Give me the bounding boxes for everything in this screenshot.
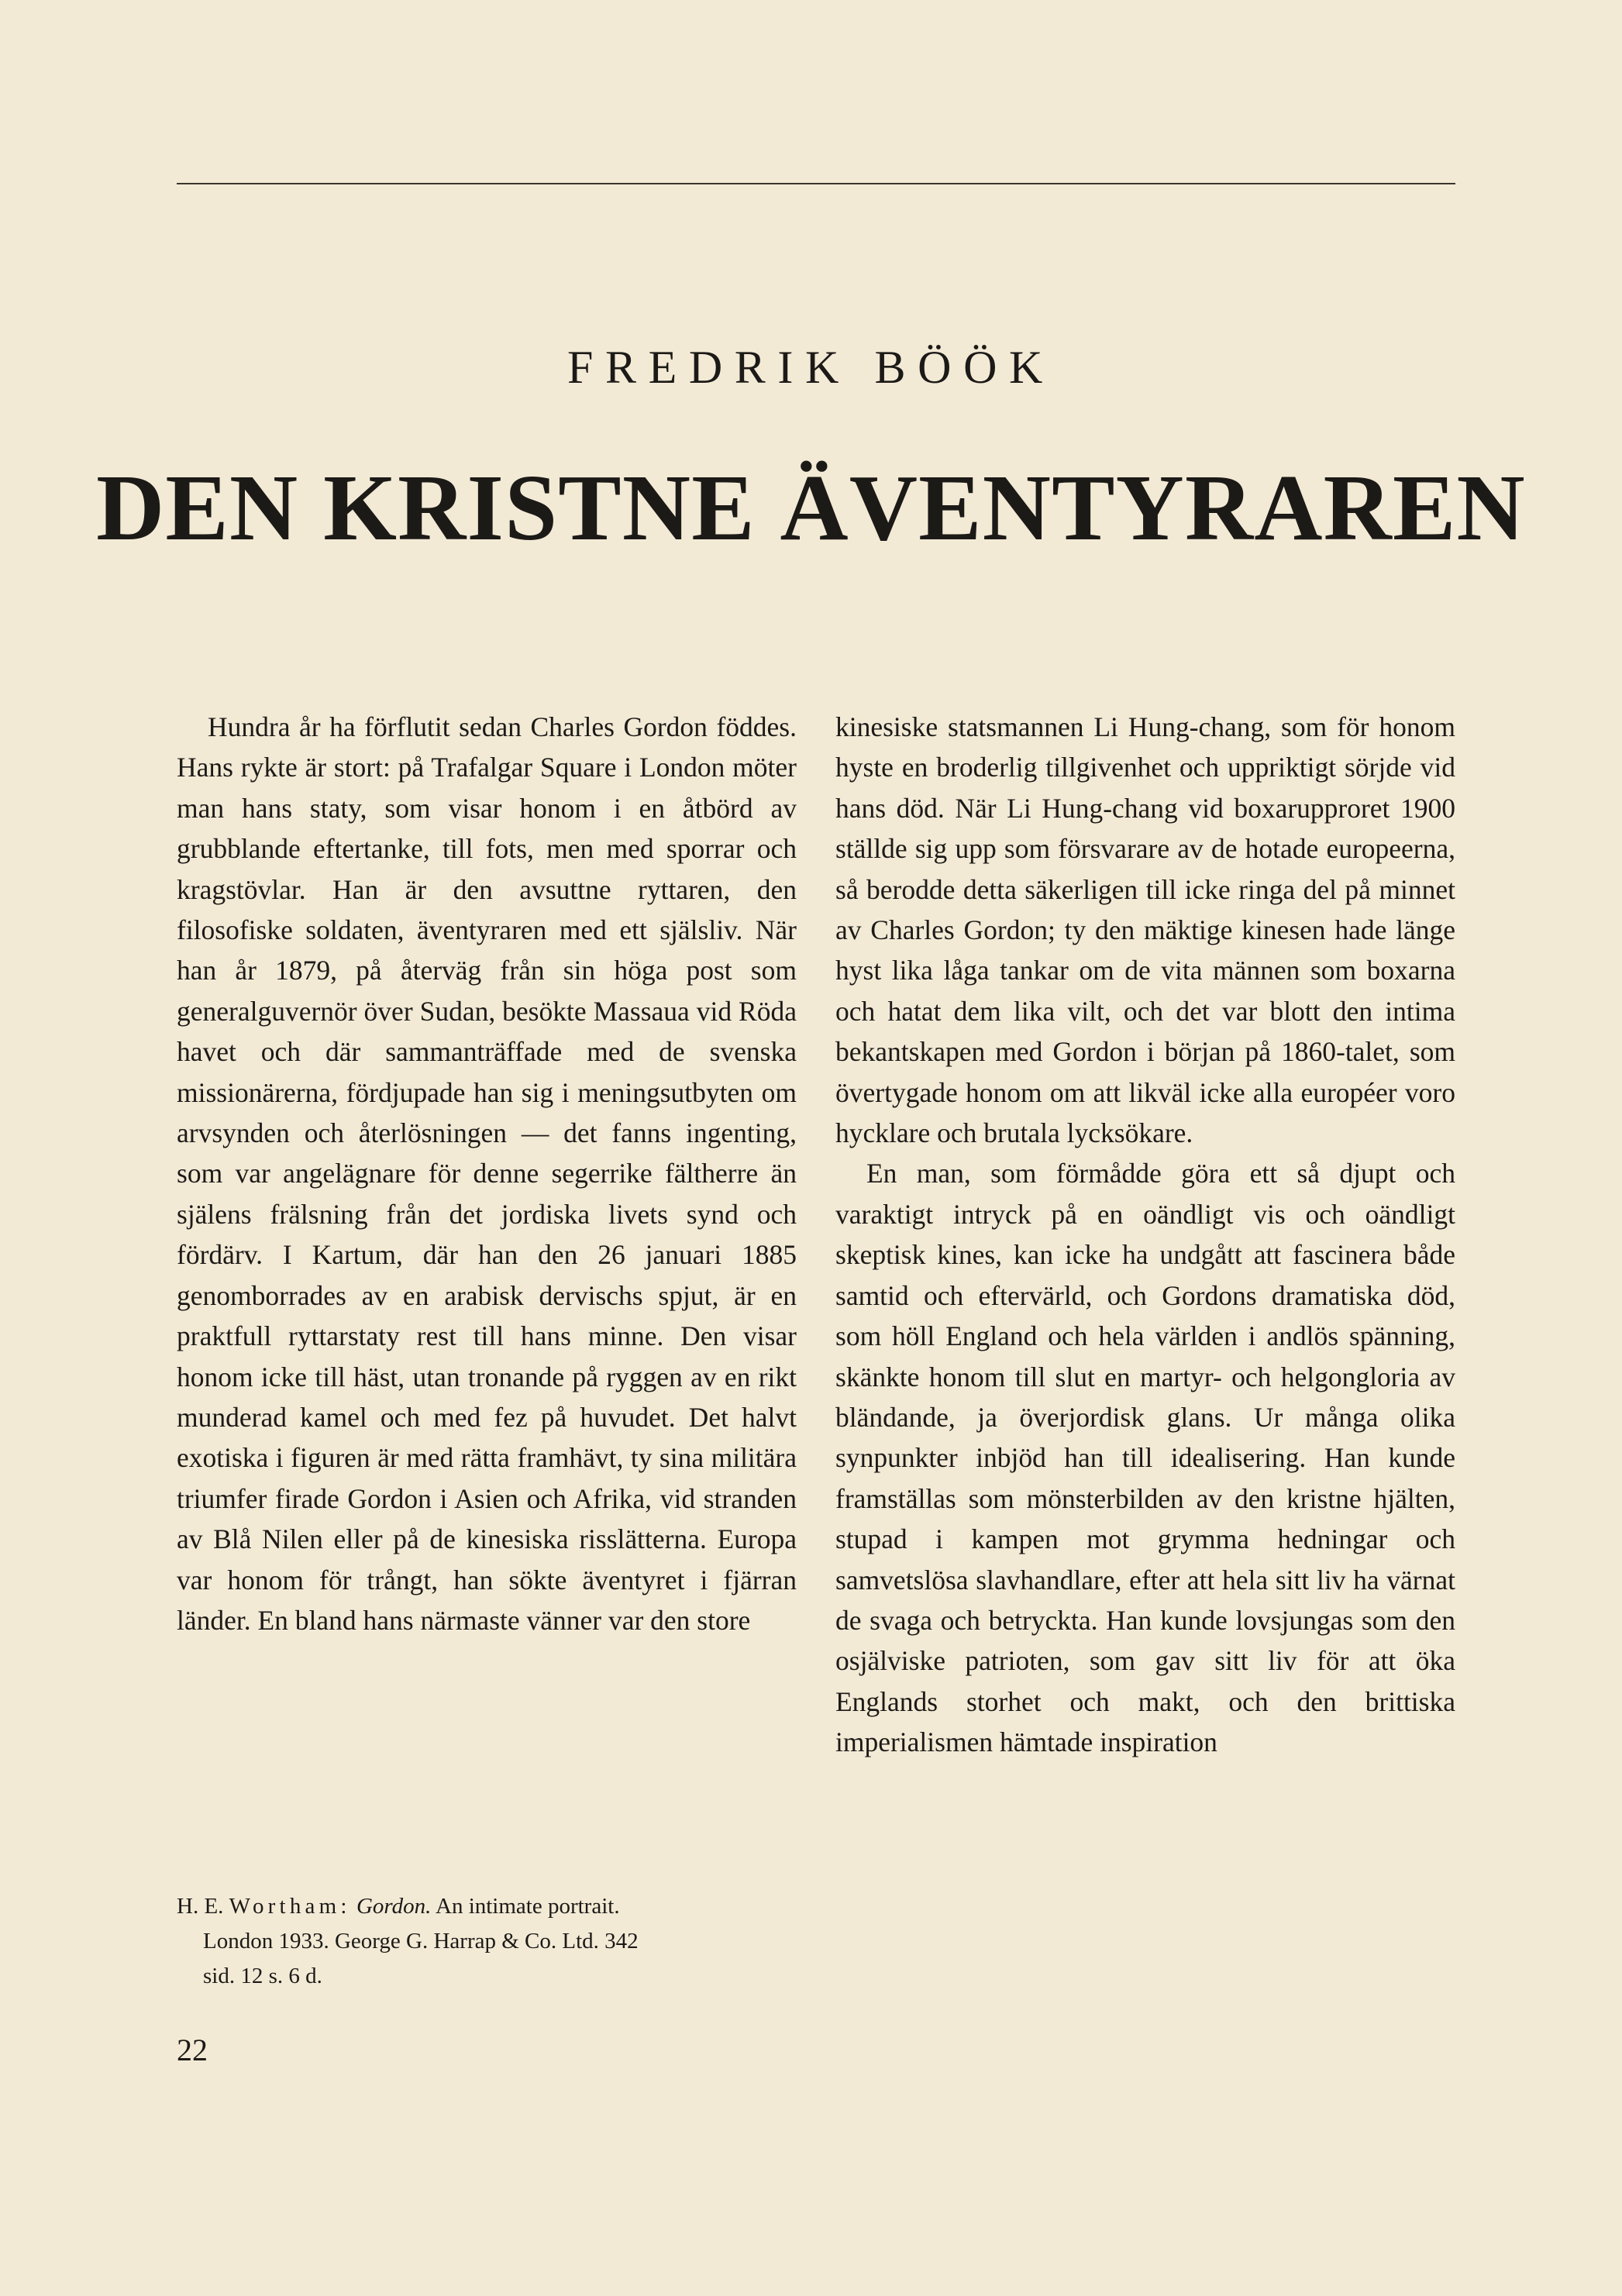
right-paragraph-2: En man, som förmådde göra ett så djupt och varaktigt intryck på en oändligt vis och oändligt skeptisk kines, kan icke ha undgått att fascinera både samtid och eftervärld, och Gordons dramatiska död, som höll England och hela världen i andlös spänning, skänkte honom till slut en martyr- och helgongloria av bländande, ja överjordisk glans. Ur många olika synpunkter inbjöd han till idealisering. Han kunde framställas som mönsterbilden av den kristne hjälten, stupad i kampen mot grymma hedningar och samvetslösa slavhandlare, efter att hela sitt liv ha värnat de svaga och betryckta. Han kunde lovsjungas som den osjälviske patrioten, som gav sitt liv för att öka Englands storhet och makt, och den brittiska imperialismen hämtade inspiration	[835, 1158, 1455, 1758]
left-paragraph-1: Hundra år ha förflutit sedan Charles Gordon föddes. Hans rykte är stort: på Trafalgar Square i London möter man hans staty, som visar honom i en åtbörd av grubblande eftertanke, till fots, men med sporrar och kragstövlar. Han är den avsuttne ryttaren, den filosofiske soldaten, äventyraren med ett själsliv. När han år 1879, på återväg från sin höga post som generalguvernör över Sudan, besökte Massaua vid Röda havet och där sammanträffade med de svenska missionärerna, fördjupade han sig i meningsutbyten om arvsynden och återlösningen — det fanns ingenting, som var angelägnare för denne segerrike fältherre än själens frälsning från det jordiska livets synd och fördärv. I Kartum, där han den 26 januari 1885 genomborrades av en arabisk dervischs spjut, är en praktfull ryttarstaty rest till hans minne. Den visar honom icke till häst, utan tronande på ryggen av en rikt munderad kamel och med fez på huvudet. Det halvt exotiska i figuren är med rätta framhävt, ty sina militära triumfer firade Gordon i Asien och Afrika, vid stranden av Blå Nilen eller på de kinesiska risslätterna. Europa var honom för trångt, han sökte äventyret i fjärran länder. En bland hans närmaste vänner var den store	[177, 711, 797, 1636]
footnote-work: Gordon.	[356, 1894, 432, 1919]
page-number: 22	[177, 2033, 208, 2067]
left-column	[177, 707, 797, 1640]
article-title: DEN KRISTNE ÄVENTYRAREN	[96, 456, 1526, 560]
footnote	[177, 1889, 797, 1994]
footnote-line-1	[177, 1889, 797, 1924]
right-paragraph-1: kinesiske statsmannen Li Hung-chang, som för honom hyste en broderlig tillgivenhet och uppriktigt sörjde vid hans död. När Li Hung-chang vid boxarupproret 1900 ställde sig upp som försvarare av de hotade europeerna, så berodde detta säkerligen till icke ringa del på minnet av Charles Gordon; ty den mäktige kinesen hade länge hyst lika låga tankar om de vita männen som boxarna och hatat dem lika vilt, och det var blott den intima bekantskapen med Gordon i början på 1860-talet, som övertygade honom om att likväl icke alla européer voro hycklare och brutala lycksökare.	[835, 711, 1455, 1149]
footnote-subtitle: An intimate portrait.	[436, 1894, 620, 1919]
article-author: FREDRIK BÖÖK	[567, 342, 1055, 393]
footnote-author: Wortham:	[229, 1894, 351, 1919]
footnote-initials: H. E.	[177, 1894, 224, 1919]
top-rule	[177, 183, 1455, 184]
right-column	[835, 707, 1455, 1763]
footnote-line-2: London 1933. George G. Harrap & Co. Ltd. 342	[203, 1929, 639, 1953]
footnote-line-3: sid. 12 s. 6 d.	[203, 1964, 322, 1988]
